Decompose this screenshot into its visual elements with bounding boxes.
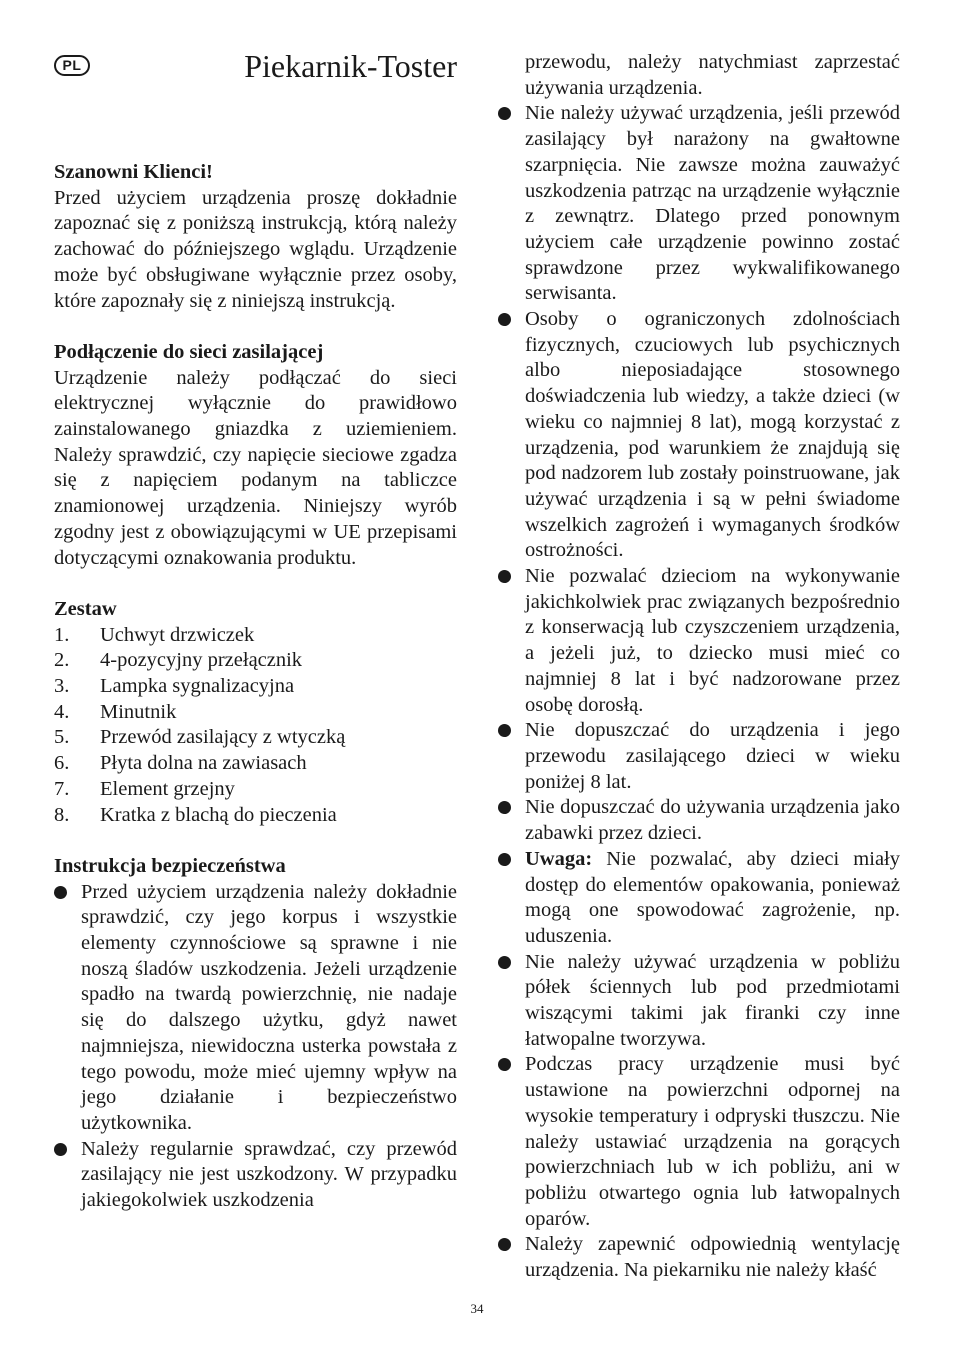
list-item-number: 8. <box>54 803 70 826</box>
list-item-label: Kratka z blachą do pieczenia <box>100 803 337 826</box>
list-item-label: Przewód zasilający z wtyczką <box>100 726 346 749</box>
bullet-icon <box>498 1052 525 1078</box>
power-heading: Podłączenie do sieci zasilającej <box>54 340 324 363</box>
bullet-text: Przed użyciem urządzenia należy dokładnie sprawdzić, czy jego korpus i wszystkie elementy czynnościowe są sprawne i nie noszą śladów uszkodzenia. Jeżeli urządzenie spadło na twardą powierzchnię, nie nadaje się do dalszego użytku, gdyż nawet najmniejsza, niewidoczna usterka powstała z tego powodu, może mieć ujemny wpływ na jego działanie i bezpieczeństwo użytkownika. <box>81 880 457 1134</box>
bullet-item <box>54 1137 457 1214</box>
list-item-label: Minutnik <box>100 700 177 723</box>
kit-list <box>54 623 457 829</box>
bullet-item <box>498 307 900 564</box>
bullet-icon <box>498 950 525 976</box>
bullet-item <box>498 564 900 718</box>
bullet-text: Nie dopuszczać do używania urządzenia jako zabawki przez dzieci. <box>525 796 900 845</box>
list-item <box>54 751 457 777</box>
bullet-icon <box>54 1137 81 1163</box>
bullet-item <box>498 1052 900 1232</box>
bullet-icon <box>498 795 525 821</box>
list-item-number: 5. <box>54 726 70 749</box>
left-column <box>54 160 457 1214</box>
bullet-icon <box>54 880 81 906</box>
intro-heading: Szanowni Klienci! <box>54 161 213 183</box>
kit-heading: Zestaw <box>54 597 117 620</box>
bullet-item <box>498 795 900 846</box>
list-item-number: 3. <box>54 675 70 698</box>
bullet-icon <box>498 1232 525 1258</box>
bullet-text: Nie dopuszczać do urządzenia i jego przewodu zasilającego dzieci w wieku poniżej 8 lat. <box>525 719 900 793</box>
bullet-icon <box>498 847 525 873</box>
list-item <box>54 803 457 829</box>
bullet-text: Osoby o ograniczonych zdolnościach fizycznych, czuciowych lub psychicznych albo nieposiadające stosownego doświadczenia lub wiedzy, a także dzieci (w wieku co najmniej 8 lat), mogą korzystać z urządzenia, pod warunkiem że znajdują się pod nadzorem lub zostały poinstruowane, jak używać urządzenia i są w pełni świadome wszelkich zagrożeń i wymaganych środków ostrożności. <box>525 308 900 562</box>
bullet-item <box>498 718 900 795</box>
bullet-icon <box>498 307 525 333</box>
list-item-label: Płyta dolna na zawiasach <box>100 752 307 775</box>
bullet-icon <box>498 101 525 127</box>
list-item <box>54 777 457 803</box>
continuation-text: przewodu, należy natychmiast zaprzestać używania urządzenia. <box>525 51 900 99</box>
list-item <box>54 725 457 751</box>
bullet-item-warning <box>498 847 900 950</box>
list-item-label: Uchwyt drzwiczek <box>100 623 255 646</box>
list-item-number: 7. <box>54 777 70 800</box>
bullet-text <box>525 847 900 950</box>
list-item <box>54 623 457 649</box>
list-item <box>54 674 457 700</box>
bullet-text: Nie należy używać urządzenia w pobliżu półek ściennych lub pod przedmiotami wiszącymi takimi jak firanki czy inne łatwopalne tworzywa. <box>525 950 900 1050</box>
list-item-number: 2. <box>54 649 70 672</box>
bullet-text: Należy regularnie sprawdzać, czy przewód zasilający nie jest uszkodzony. W przypadku jakiegokolwiek uszkodzenia <box>81 1137 457 1212</box>
bullet-icon <box>498 718 525 744</box>
bullet-text: Nie należy używać urządzenia, jeśli przewód zasilający był narażony na gwałtowne szarpnięcia. Nie zawsze można zauważyć uszkodzenia patrząc na urządzenie wyłącznie z zewnątrz. Dlatego przed ponownym użyciem całe urządzenie powinno zostać sprawdzone przez wykwalifikowanego serwisanta. <box>525 102 900 305</box>
page-number: 34 <box>470 1301 484 1316</box>
intro-paragraph: Przed użyciem urządzenia proszę dokładnie zapoznać się z poniższą instrukcją, którą należy zachować do późniejszego wglądu. Urządzenie może być obsługiwane wyłącznie przez osoby, które zapoznały się z niniejszą instrukcją. <box>54 186 457 312</box>
language-badge: PL <box>54 55 90 76</box>
bullet-item <box>498 101 900 307</box>
bullet-item <box>498 1232 900 1283</box>
safety-heading: Instrukcja bezpieczeństwa <box>54 854 286 877</box>
warning-label: Uwaga: <box>525 847 593 870</box>
list-item-number: 6. <box>54 752 70 775</box>
warning-text: Nie pozwalać, aby dzieci miały dostęp do elementów opakowania, ponieważ mogą one spowodować zagrożenie, np. uduszenia. <box>525 847 900 947</box>
bullet-item <box>54 880 457 1137</box>
list-item <box>54 648 457 674</box>
list-item <box>54 700 457 726</box>
list-item-number: 1. <box>54 623 70 646</box>
page-title: Piekarnik-Toster <box>244 48 457 84</box>
bullet-text: Należy zapewnić odpowiednią wentylację urządzenia. Na piekarniku nie należy kłaść <box>525 1233 900 1282</box>
bullet-item <box>498 950 900 1053</box>
list-item-label: Element grzejny <box>100 777 235 800</box>
power-paragraph: Urządzenie należy podłączać do sieci elektrycznej wyłącznie do prawidłowo zainstalowanego gniazdka z uziemieniem. Należy sprawdzić, czy napięcie sieciowe zgadza się z napięciem podanym na tabliczce znamionowej urządzenia. Niniejszy wyrób zgodny jest z obowiązującymi w UE przepisami dotyczącymi oznakowania produktu. <box>54 366 457 569</box>
bullet-icon <box>498 564 525 590</box>
list-item-label: Lampka sygnalizacyjna <box>100 675 295 698</box>
bullet-text: Podczas pracy urządzenie musi być ustawione na powierzchni odpornej na wysokie temperatury i odpryski tłuszczu. Nie należy ustawiać urządzenia na gorących powierzchniach lub w ich pobliżu, ani w pobliżu otwartego ognia lub łatwopalnych oparów. <box>525 1053 900 1230</box>
list-item-label: 4-pozycyjny przełącznik <box>100 649 303 672</box>
list-item-number: 4. <box>54 700 70 723</box>
right-column <box>498 50 900 1284</box>
bullet-text: Nie pozwalać dzieciom na wykonywanie jakichkolwiek prac związanych bezpośrednio z konserwacją lub czyszczeniem urządzenia, a jeżeli już, to dziecko musi mieć co najmniej 8 lat i być nadzorowane przez osobę dorosłą. <box>525 565 900 716</box>
